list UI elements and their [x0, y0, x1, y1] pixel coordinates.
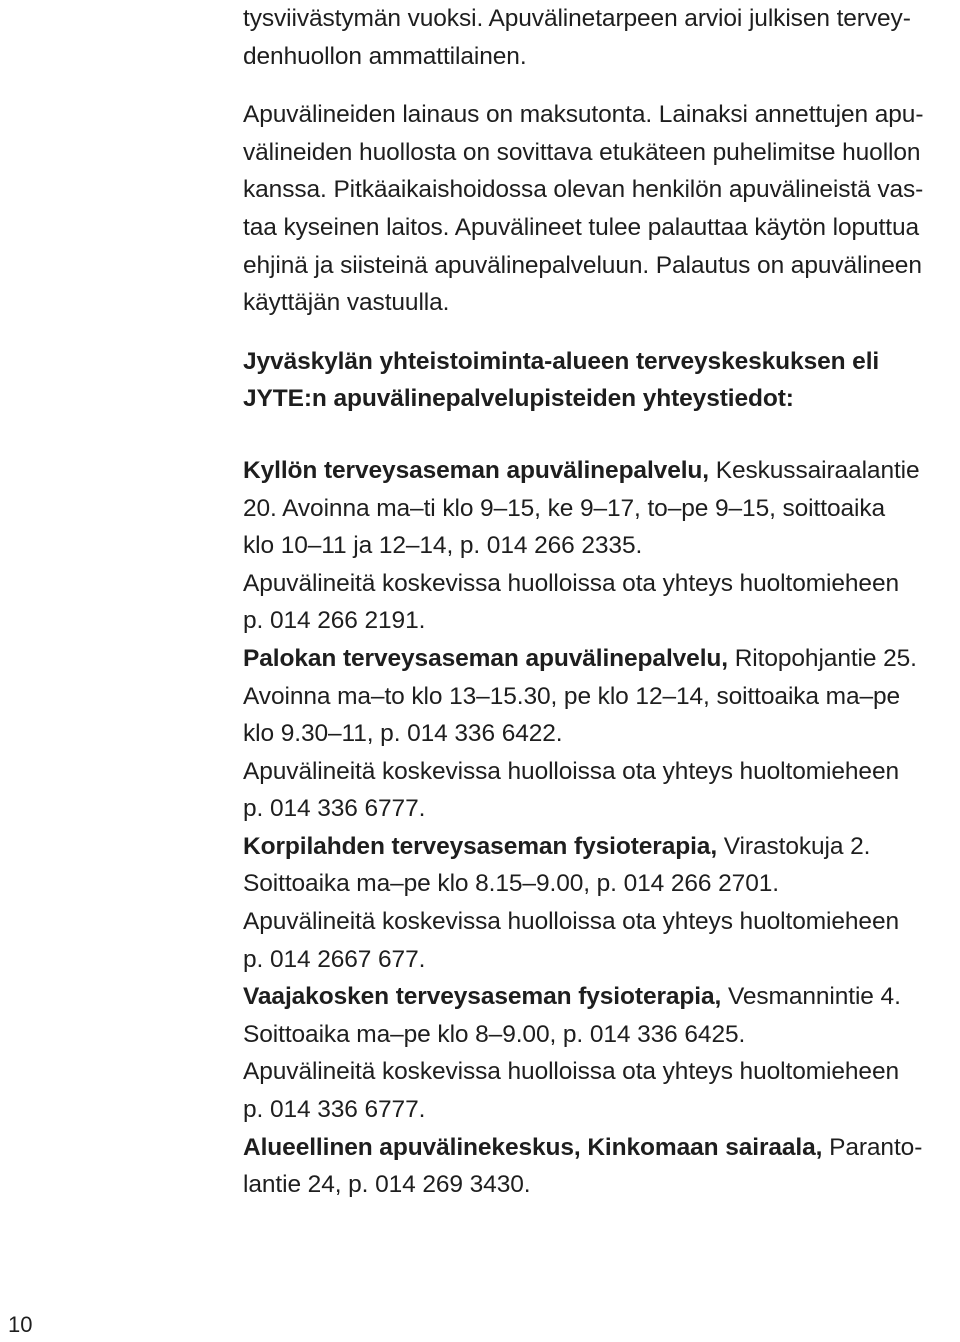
- text-line: Apuvälineitä koskevissa huolloissa ota yhteys huoltomieheen: [243, 908, 899, 936]
- text-line: ehjinä ja siisteinä apuvälinepalveluun. Palautus on apuvälineen: [243, 251, 922, 279]
- text-line: Apuvälineitä koskevissa huolloissa ota yhteys huoltomieheen: [243, 1058, 899, 1086]
- text-line: taa kyseinen laitos. Apuvälineet tulee palauttaa käytön loputtua: [243, 213, 919, 241]
- entry-name: Korpilahden terveysaseman fysioterapia,: [243, 832, 718, 860]
- contact-entry-palokka: [243, 640, 955, 828]
- text-line: lantie 24, p. 014 269 3430.: [243, 1171, 531, 1199]
- text-line: klo 9.30–11, p. 014 336 6422.: [243, 720, 563, 748]
- text-line: kanssa. Pitkäaikaishoidossa olevan henkilön apuvälineistä vas-: [243, 176, 924, 204]
- text-line: käyttäjän vastuulla.: [243, 289, 450, 317]
- entry-address: Ritopohjantie 25.: [728, 644, 917, 672]
- entry-address: Vesmannintie 4.: [721, 983, 901, 1011]
- heading-line: JYTE:n apuvälinepalvelupisteiden yhteystiedot:: [243, 385, 794, 413]
- contact-entry-korpilahti: [243, 828, 955, 978]
- entry-address: Keskussairaalantie: [709, 456, 920, 484]
- contact-entry-kyllo: [243, 452, 955, 640]
- text-line: p. 014 336 6777.: [243, 1096, 426, 1124]
- text-line: Avoinna ma–to klo 13–15.30, pe klo 12–14, soittoaika ma–pe: [243, 682, 901, 710]
- entry-name: Alueellinen apuvälinekeskus, Kinkomaan sairaala,: [243, 1133, 823, 1161]
- text-line: Soittoaika ma–pe klo 8–9.00, p. 014 336 6425.: [243, 1020, 746, 1048]
- contact-heading: [243, 343, 955, 418]
- text-line: Apuvälineitä koskevissa huolloissa ota yhteys huoltomieheen: [243, 569, 899, 597]
- text-line: p. 014 2667 677.: [243, 945, 426, 973]
- contact-entry-vaajakoski: [243, 978, 955, 1128]
- text-line: p. 014 336 6777.: [243, 795, 426, 823]
- entry-name: Kyllön terveysaseman apuvälinepalvelu,: [243, 456, 709, 484]
- contact-entry-kinkomaa: [243, 1129, 955, 1204]
- entry-address: Virastokuja 2.: [717, 832, 871, 860]
- intro-paragraph: [243, 0, 955, 75]
- text-line: välineiden huollosta on sovittava etukäteen puhelimitse huollon: [243, 138, 921, 166]
- entry-name: Vaajakosken terveysaseman fysioterapia,: [243, 983, 722, 1011]
- entry-address: Paranto-: [822, 1133, 923, 1161]
- entry-name: Palokan terveysaseman apuvälinepalvelu,: [243, 644, 728, 672]
- page-number: 10: [8, 1312, 33, 1337]
- text-line: Soittoaika ma–pe klo 8.15–9.00, p. 014 266 2701.: [243, 870, 779, 898]
- text-line: tysviivästymän vuoksi. Apuvälinetarpeen arvioi julkisen tervey-: [243, 5, 911, 32]
- text-line: denhuollon ammattilainen.: [243, 42, 527, 70]
- text-line: Apuvälineiden lainaus on maksutonta. Lainaksi annettujen apu-: [243, 101, 924, 129]
- text-line: p. 014 266 2191.: [243, 607, 426, 635]
- text-line: klo 10–11 ja 12–14, p. 014 266 2335.: [243, 532, 643, 560]
- text-line: Apuvälineitä koskevissa huolloissa ota yhteys huoltomieheen: [243, 757, 899, 785]
- loan-paragraph: [243, 96, 955, 322]
- page-body: [243, 0, 955, 1204]
- text-line: 20. Avoinna ma–ti klo 9–15, ke 9–17, to–pe 9–15, soittoaika: [243, 494, 886, 522]
- heading-line: Jyväskylän yhteistoiminta-alueen terveyskeskuksen eli: [243, 347, 880, 375]
